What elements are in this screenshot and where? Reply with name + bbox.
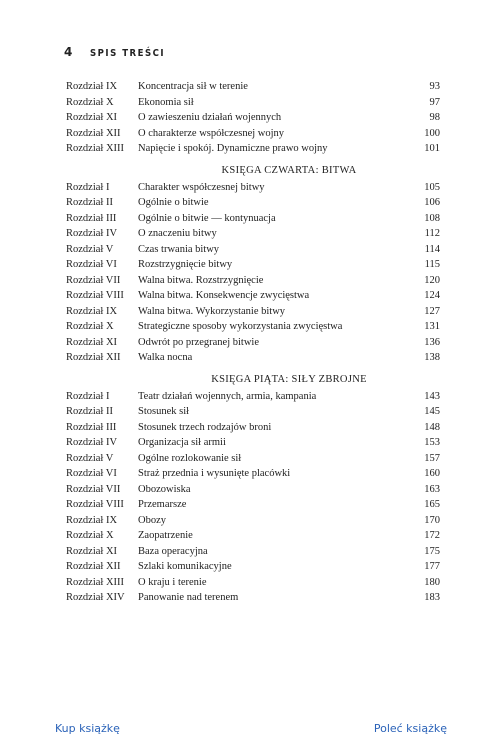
page-number-ref: 160 xyxy=(424,468,440,480)
toc-entry xyxy=(66,242,440,258)
chapter-label: Rozdział X xyxy=(66,321,114,333)
toc-entry xyxy=(66,466,440,482)
page-number-ref: 165 xyxy=(424,499,440,511)
chapter-label: Rozdział VIII xyxy=(66,499,124,511)
chapter-title: Charakter współczesnej bitwy xyxy=(138,181,265,193)
chapter-title: O charakterze współczesnej wojny xyxy=(138,127,285,139)
page-number-ref: 127 xyxy=(424,305,440,317)
page-number-ref: 136 xyxy=(424,336,440,348)
page-number-ref: 148 xyxy=(424,421,440,433)
buy-book-link[interactable]: Kup książkę xyxy=(55,722,120,735)
toc-entry xyxy=(66,110,440,126)
recommend-book-link[interactable]: Poleć książkę xyxy=(373,722,447,735)
toc-entry xyxy=(66,273,440,289)
chapter-title: Stosunek trzech rodzajów broni xyxy=(138,421,272,433)
toc-entry xyxy=(66,211,440,227)
page-number-ref: 163 xyxy=(424,483,440,495)
chapter-title: O kraju i terenie xyxy=(138,576,207,588)
chapter-label: Rozdział I xyxy=(66,181,110,193)
page-number-ref: 124 xyxy=(424,290,440,302)
page-number-ref: 114 xyxy=(424,243,440,255)
chapter-title: Teatr działań wojennych, armia, kampania xyxy=(138,390,317,402)
toc-entry xyxy=(66,226,440,242)
toc-entry xyxy=(66,513,440,529)
page-number-ref: 131 xyxy=(424,321,440,333)
toc-entry xyxy=(66,335,440,351)
toc-entry xyxy=(66,528,440,544)
chapter-label: Rozdział XII xyxy=(66,561,121,573)
chapter-label: Rozdział V xyxy=(66,452,114,464)
chapter-title: Baza operacyjna xyxy=(138,545,208,557)
toc-entry xyxy=(66,404,440,420)
chapter-label: Rozdział I xyxy=(66,390,110,402)
toc-entry xyxy=(66,497,440,513)
table-of-contents xyxy=(66,79,440,606)
page-number-ref: 112 xyxy=(424,228,440,240)
chapter-title: Przemarsze xyxy=(138,499,187,511)
chapter-title: Ekonomia sił xyxy=(138,96,194,108)
chapter-label: Rozdział V xyxy=(66,243,114,255)
chapter-title: Walna bitwa. Wykorzystanie bitwy xyxy=(138,305,286,317)
toc-entry xyxy=(66,559,440,575)
chapter-title: Walka nocna xyxy=(138,352,193,364)
toc-entry xyxy=(66,126,440,142)
chapter-label: Rozdział VI xyxy=(66,468,117,480)
page-number-ref: 108 xyxy=(424,212,440,224)
chapter-title: Straż przednia i wysunięte placówki xyxy=(138,468,291,480)
chapter-label: Rozdział X xyxy=(66,96,114,108)
chapter-title: Ogólnie o bitwie — kontynuacja xyxy=(138,212,276,224)
toc-entry xyxy=(66,575,440,591)
page-number-ref: 157 xyxy=(424,452,440,464)
chapter-title: Ogólnie o bitwie xyxy=(138,197,209,209)
chapter-label: Rozdział VII xyxy=(66,274,121,286)
page-number-ref: 177 xyxy=(424,561,440,573)
chapter-label: Rozdział IV xyxy=(66,437,118,449)
page-number-ref: 100 xyxy=(424,127,440,139)
chapter-label: Rozdział XIII xyxy=(66,143,125,155)
book-heading: KSIĘGA PIĄTA: SIŁY ZBROJNE xyxy=(211,373,367,385)
chapter-title: O zawieszeniu działań wojennych xyxy=(138,112,282,124)
toc-entry xyxy=(66,420,440,436)
page-number-ref: 183 xyxy=(424,592,440,604)
chapter-label: Rozdział III xyxy=(66,212,117,224)
chapter-title: Obozowiska xyxy=(138,483,191,495)
chapter-label: Rozdział XII xyxy=(66,352,121,364)
toc-entry xyxy=(66,304,440,320)
page-number-ref: 115 xyxy=(424,259,440,271)
toc-entry xyxy=(66,141,440,157)
page-number-ref: 98 xyxy=(429,112,440,124)
chapter-label: Rozdział II xyxy=(66,406,113,418)
toc-entry xyxy=(66,544,440,560)
page-number-ref: 170 xyxy=(424,514,440,526)
chapter-title: Walna bitwa. Konsekwencje zwycięstwa xyxy=(138,290,310,302)
page-number-ref: 172 xyxy=(424,530,440,542)
chapter-label: Rozdział IX xyxy=(66,81,118,93)
page-number-ref: 101 xyxy=(424,143,440,155)
page-number-ref: 153 xyxy=(424,437,440,449)
chapter-title: Zaopatrzenie xyxy=(138,530,193,542)
page-number-ref: 180 xyxy=(424,576,440,588)
chapter-label: Rozdział XI xyxy=(66,112,118,124)
chapter-title: Obozy xyxy=(138,514,166,526)
chapter-title: Rozstrzygnięcie bitwy xyxy=(138,259,233,271)
chapter-title: Strategiczne sposoby wykorzystania zwycięstwa xyxy=(138,321,343,333)
page-number-ref: 106 xyxy=(424,197,440,209)
page-number: 4 xyxy=(64,45,73,59)
page-number-ref: 93 xyxy=(429,81,440,93)
chapter-title: Panowanie nad terenem xyxy=(138,592,239,604)
page-title: SPIS TREŚCI xyxy=(90,48,166,59)
chapter-label: Rozdział VI xyxy=(66,259,117,271)
toc-entry xyxy=(66,435,440,451)
page-header xyxy=(64,45,165,59)
chapter-label: Rozdział XI xyxy=(66,336,118,348)
chapter-label: Rozdział XII xyxy=(66,127,121,139)
chapter-label: Rozdział VIII xyxy=(66,290,124,302)
chapter-title: Walna bitwa. Rozstrzygnięcie xyxy=(138,274,264,286)
chapter-label: Rozdział XI xyxy=(66,545,118,557)
book-heading: KSIĘGA CZWARTA: BITWA xyxy=(221,164,357,176)
chapter-label: Rozdział XIII xyxy=(66,576,125,588)
page-number-ref: 105 xyxy=(424,181,440,193)
toc-entry xyxy=(66,350,440,366)
chapter-label: Rozdział IV xyxy=(66,228,118,240)
chapter-label: Rozdział VII xyxy=(66,483,121,495)
chapter-label: Rozdział XIV xyxy=(66,592,125,604)
chapter-title: Stosunek sił xyxy=(138,406,190,418)
chapter-label: Rozdział IX xyxy=(66,514,118,526)
toc-entry xyxy=(66,95,440,111)
toc-entry xyxy=(66,79,440,95)
chapter-title: Koncentracja sił w terenie xyxy=(138,81,248,93)
chapter-title: Ogólne rozlokowanie sił xyxy=(138,452,242,464)
page-number-ref: 120 xyxy=(424,274,440,286)
toc-entry xyxy=(66,482,440,498)
toc-entry xyxy=(66,319,440,335)
toc-entry xyxy=(66,590,440,606)
toc-entry xyxy=(66,195,440,211)
chapter-label: Rozdział II xyxy=(66,197,113,209)
chapter-title: O znaczeniu bitwy xyxy=(138,228,217,240)
page-number-ref: 145 xyxy=(424,406,440,418)
chapter-label: Rozdział IX xyxy=(66,305,118,317)
page-number-ref: 143 xyxy=(424,390,440,402)
chapter-title: Czas trwania bitwy xyxy=(138,243,220,255)
toc-entry xyxy=(66,389,440,405)
chapter-title: Odwrót po przegranej bitwie xyxy=(138,336,260,348)
page-number-ref: 138 xyxy=(424,352,440,364)
page-number-ref: 97 xyxy=(429,96,440,108)
toc-entry xyxy=(66,180,440,196)
page-number-ref: 175 xyxy=(424,545,440,557)
chapter-label: Rozdział III xyxy=(66,421,117,433)
toc-entry xyxy=(66,288,440,304)
chapter-title: Szlaki komunikacyjne xyxy=(138,561,232,573)
toc-entry xyxy=(66,451,440,467)
chapter-title: Napięcie i spokój. Dynamiczne prawo wojny xyxy=(138,143,328,155)
chapter-title: Organizacja sił armii xyxy=(138,437,226,449)
chapter-label: Rozdział X xyxy=(66,530,114,542)
toc-entry xyxy=(66,257,440,273)
